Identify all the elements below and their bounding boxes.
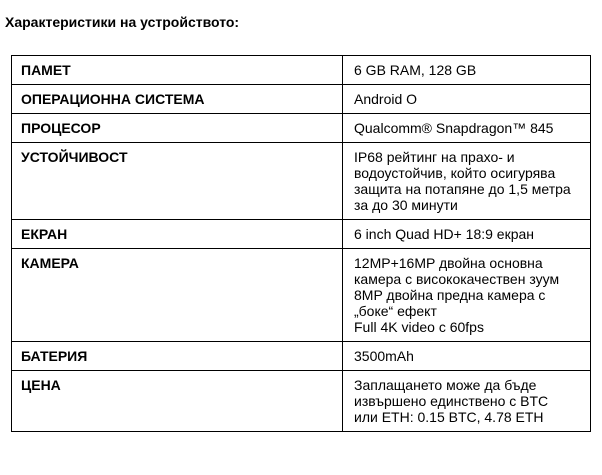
spec-label: БАТЕРИЯ (12, 342, 343, 371)
spec-value (343, 114, 591, 143)
page-title: Характеристики на устройството: (5, 14, 240, 30)
spec-value-line: 6 GB RAM, 128 GB (354, 62, 477, 78)
spec-value-line: защита на потапяне до 1,5 метра (354, 181, 571, 197)
spec-value-line: 3500mAh (354, 348, 414, 364)
spec-value-line: 6 inch Quad HD+ 18:9 екран (354, 226, 535, 242)
table-row (12, 249, 591, 342)
spec-label: ОПЕРАЦИОННА СИСТЕМА (12, 85, 343, 114)
spec-value (343, 342, 591, 371)
spec-value (343, 220, 591, 249)
table-row (12, 85, 591, 114)
spec-value-line: Android O (354, 91, 418, 107)
spec-value-line: 12MP+16MP двойна основна (354, 255, 543, 271)
table-row (12, 371, 591, 432)
spec-value-line: извършено единствено с BTC (354, 393, 549, 409)
table-row (12, 114, 591, 143)
spec-value-line: Full 4K video с 60fps (354, 319, 484, 335)
table-row (12, 56, 591, 85)
spec-value (343, 249, 591, 342)
spec-value-line: 8MP двойна предна камера с (354, 287, 546, 303)
table-row (12, 143, 591, 220)
spec-value-line: камера с висококачествен зуум (354, 271, 560, 287)
spec-label: УСТОЙЧИВОСТ (12, 143, 343, 220)
spec-label: ПРОЦЕСОР (12, 114, 343, 143)
spec-value-line: IP68 рейтинг на прахо- и (354, 149, 515, 165)
spec-label: ПАМЕТ (12, 56, 343, 85)
spec-value-line: или ETH: 0.15 BTC, 4.78 ETH (354, 409, 544, 425)
spec-label: ЦЕНА (12, 371, 343, 432)
spec-value-line: Qualcomm® Snapdragon™ 845 (354, 120, 554, 136)
spec-value-line: за до 30 минути (354, 197, 458, 213)
spec-value-line: водоустойчив, който осигурява (354, 165, 556, 181)
table-row (12, 220, 591, 249)
specs-table (11, 55, 591, 432)
spec-value (343, 85, 591, 114)
spec-value-line: Заплащането може да бъде (354, 377, 537, 393)
spec-value (343, 56, 591, 85)
spec-value-line: „боке“ ефект (354, 303, 437, 319)
spec-value (343, 371, 591, 432)
table-row (12, 342, 591, 371)
spec-value (343, 143, 591, 220)
spec-label: КАМЕРА (12, 249, 343, 342)
spec-label: ЕКРАН (12, 220, 343, 249)
